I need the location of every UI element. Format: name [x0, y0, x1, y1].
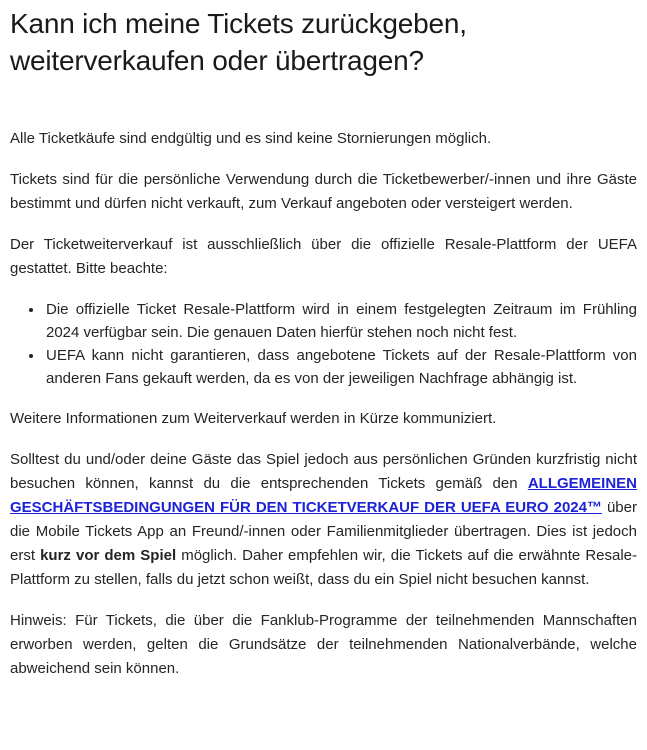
page-title: Kann ich meine Tickets zurückgeben, weiterverkaufen oder übertragen? [10, 8, 467, 76]
paragraph-personal-use: Tickets sind für die persönliche Verwendung durch die Ticketbewerber/-innen und ihre Gäste bestimmt und dürfen nicht verkauft, zum Verkauf angeboten oder versteigert werden. [10, 171, 637, 212]
list-item-resale-window: • Die offizielle Ticket Resale-Plattform wird in einem festgelegten Zeitraum im Frühling 2024 verfügbar sein. Die genauen Daten hierfür stehen noch nicht fest. [44, 298, 637, 344]
transfer-text-after-link: über die Mobile Tickets App an Freund/-innen oder Familienmitglieder übertragen. Dies ist jedoch erst [10, 499, 637, 564]
transfer-text-before-link: Solltest du und/oder deine Gäste das Spiel jedoch aus persönlichen Gründen kurzfristig nicht besuchen können, kannst du die entsprechenden Tickets gemäß den [10, 451, 637, 492]
paragraph-more-info: Weitere Informationen zum Weiterverkauf werden in Kürze kommuniziert. [10, 410, 497, 427]
list-item-resale-no-guarantee: • UEFA kann nicht garantieren, dass angebotene Tickets auf der Resale-Plattform von anderen Fans gekauft werden, da es von der jeweiligen Nachfrage abhängig ist. [44, 344, 637, 390]
paragraph-transfer [10, 448, 637, 592]
paragraph-fanclub-note: Hinweis: Für Tickets, die über die Fanklub-Programme der teilnehmenden Mannschaften erworben werden, gelten die Grundsätze der teilnehmenden Nationalverbände, welche abweichend sein können. [10, 612, 637, 677]
bullet-list [10, 298, 637, 390]
terms-link[interactable]: ALLGEMEINEN GESCHÄFTSBEDINGUNGEN FÜR DEN TICKETVERKAUF DER UEFA EURO 2024™ [10, 475, 637, 516]
bold-emphasis: kurz vor dem Spiel [40, 547, 177, 564]
paragraph-final-sales: Alle Ticketkäufe sind endgültig und es sind keine Stornierungen möglich. [10, 130, 492, 147]
transfer-text-after-bold: möglich. Daher empfehlen wir, die Tickets auf die erwähnte Resale-Plattform zu stellen, falls du jetzt schon weißt, dass du ein Spiel nicht besuchen kannst. [10, 547, 638, 588]
paragraph-resale-intro: Der Ticketweiterverkauf ist ausschließlich über die offizielle Resale-Plattform der UEFA gestattet. Bitte beachte: [10, 236, 637, 277]
